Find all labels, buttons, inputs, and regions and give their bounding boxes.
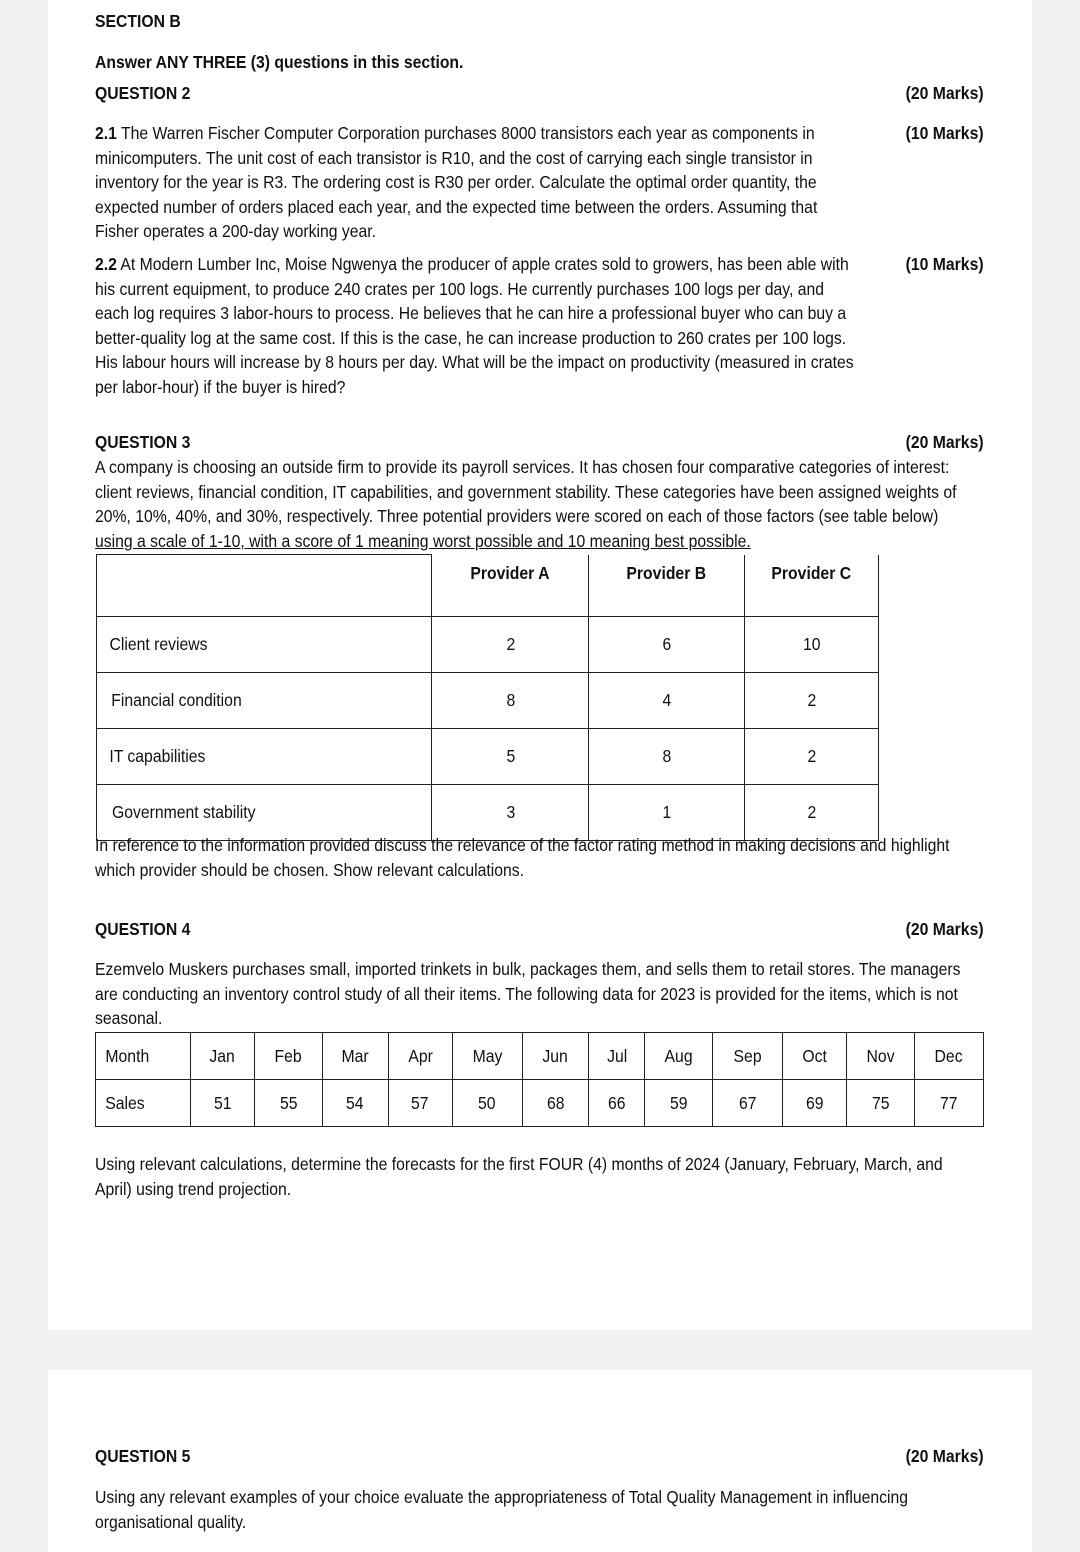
table-cell: 67 [713,1080,783,1127]
q2-marks: (20 Marks) [906,83,984,103]
table-cell: Government stability [97,785,432,841]
q2-2-number: 2.2 [95,254,117,274]
q2-1-line-1: minicomputers. The unit cost of each transistor is R10, and the cost of carrying each single transistor in [95,147,813,168]
table-cell: 2 [745,673,879,729]
q4-after-line-0: Using relevant calculations, determine the forecasts for the first FOUR (4) months of 2024 (January, February, March, and [95,1154,943,1174]
table-cell: Dec [915,1033,984,1080]
q3-intro-line-0: A company is choosing an outside firm to provide its payroll services. It has chosen four comparative categories of interest: [95,457,950,477]
q4-intro-line-2: seasonal. [95,1008,163,1029]
q2-1-line-2: inventory for the year is R3. The ordering cost is R30 per order. Calculate the optimal order quantity, the [95,172,817,193]
q4-intro [95,957,986,1031]
table-cell: Oct [783,1033,847,1080]
q3-marks: (20 Marks) [906,432,984,452]
table-cell: Month [96,1033,191,1080]
table-cell: IT capabilities [97,729,432,785]
q3-intro-line-3: using a scale of 1-10, with a score of 1 meaning worst possible and 10 meaning best possible. [95,530,751,551]
table-cell: Apr [388,1033,452,1080]
table-cell: Financial condition [97,673,432,729]
section-title: SECTION B [95,11,181,31]
document-page-1 [48,0,1032,1330]
table-cell: 75 [847,1080,915,1127]
table-cell: 1 [589,785,745,841]
table-cell: 6 [589,617,745,673]
q2-2-line-0: 2.2 At Modern Lumber Inc, Moise Ngwenya the producer of apple crates sold to growers, has been able with [95,254,849,274]
q4-marks: (20 Marks) [906,919,984,939]
q4-intro-line-1: are conducting an inventory control study of all their items. The following data for 2023 is provided for the items, which is not [95,983,958,1004]
table-cell: Jun [522,1033,589,1080]
table-cell: Aug [645,1033,713,1080]
table-cell: 54 [322,1080,388,1127]
table-header-spacer [97,601,879,617]
table-header-corner [97,555,432,602]
q2-title: QUESTION 2 [95,83,191,103]
table-cell: 2 [432,617,589,673]
table-cell: Nov [847,1033,915,1080]
q2-1-line-4: Fisher operates a 200-day working year. [95,221,377,242]
q2-2-line-1: his current equipment, to produce 240 crates per 100 logs. He currently purchases 100 logs per day, and [95,278,825,299]
table-header-cell: Provider A [432,555,589,602]
table-cell: 3 [432,785,589,841]
q5-line-0: Using any relevant examples of your choice evaluate the appropriateness of Total Quality Management in influencing [95,1487,909,1507]
table-cell: 8 [432,673,589,729]
q3-intro-line-2: 20%, 10%, 40%, and 30%, respectively. Three potential providers were scored on each of those factors (see table below) [95,506,939,527]
q4-title: QUESTION 4 [95,919,191,939]
q2-2-line-5: per labor-hour) if the buyer is hired? [95,376,346,397]
q5-line-1: organisational quality. [95,1511,247,1532]
table-cell: 69 [783,1080,847,1127]
q2-1-paragraph [95,121,869,244]
table-cell: Sep [713,1033,783,1080]
provider-rating-table [96,554,879,841]
instructions: Answer ANY THREE (3) questions in this section. [95,52,464,72]
table-row [97,673,879,729]
q3-after-line-1: which provider should be chosen. Show relevant calculations. [95,859,525,880]
q2-2-line-4: His labour hours will increase by 8 hours per day. What will be the impact on productivity (measured in crates [95,352,854,373]
q2-1-number: 2.1 [95,123,117,143]
table-cell: Jan [190,1033,254,1080]
table-cell: 55 [254,1080,322,1127]
q3-after [95,833,986,882]
q2-1-marks: (10 Marks) [906,123,984,143]
q2-2-paragraph [95,252,869,400]
q2-1-line-0: 2.1 The Warren Fischer Computer Corporation purchases 8000 transistors each year as components in [95,123,815,143]
q4-after [95,1152,986,1201]
q2-2-line-3: better-quality log at the same cost. If this is the case, he can increase production to 260 crates per 100 logs. [95,327,847,348]
table-header-cell: Provider C [745,555,879,602]
q2-2-line-2: each log requires 3 labor-hours to process. He believes that he can hire a professional buyer who can buy a [95,303,847,324]
table-cell: Feb [254,1033,322,1080]
q4-after-line-1: April) using trend projection. [95,1178,292,1199]
table-cell: 10 [745,617,879,673]
table-cell: Sales [96,1080,191,1127]
q4-intro-line-0: Ezemvelo Muskers purchases small, imported trinkets in bulk, packages them, and sells them to retail stores. The managers [95,959,961,979]
table-cell: 50 [452,1080,522,1127]
table-cell: Mar [322,1033,388,1080]
table-cell: 2 [745,729,879,785]
table-row [97,729,879,785]
table-cell: 66 [589,1080,645,1127]
table-cell: Client reviews [97,617,432,673]
q5-title: QUESTION 5 [95,1446,191,1466]
q3-after-line-0: In reference to the information provided discuss the relevance of the factor rating method in making decisions and highlight [95,835,950,855]
q2-2-marks: (10 Marks) [906,254,984,274]
table-cell: 59 [645,1080,713,1127]
table-cell: Jul [589,1033,645,1080]
table-cell: 5 [432,729,589,785]
table-row-month [96,1033,984,1080]
table-cell: 68 [522,1080,589,1127]
q5-text [95,1485,986,1534]
table-header-cell: Provider B [589,555,745,602]
table-row-sales [96,1080,984,1127]
table-cell: 77 [915,1080,984,1127]
q3-intro-line-1: client reviews, financial condition, IT capabilities, and government stability. These categories have been assigned weights of [95,481,957,502]
monthly-sales-table [95,1032,984,1127]
table-cell: 2 [745,785,879,841]
table-cell: May [452,1033,522,1080]
q2-1-line-3: expected number of orders placed each year, and the expected time between the orders. Assuming that [95,196,818,217]
q3-title: QUESTION 3 [95,432,191,452]
table-cell: 51 [190,1080,254,1127]
table-cell: 4 [589,673,745,729]
q3-intro [95,455,986,553]
document-page-2 [48,1370,1032,1552]
table-row [97,617,879,673]
table-cell: 57 [388,1080,452,1127]
table-header-row [97,555,879,602]
q5-marks: (20 Marks) [906,1446,984,1466]
table-cell: 8 [589,729,745,785]
